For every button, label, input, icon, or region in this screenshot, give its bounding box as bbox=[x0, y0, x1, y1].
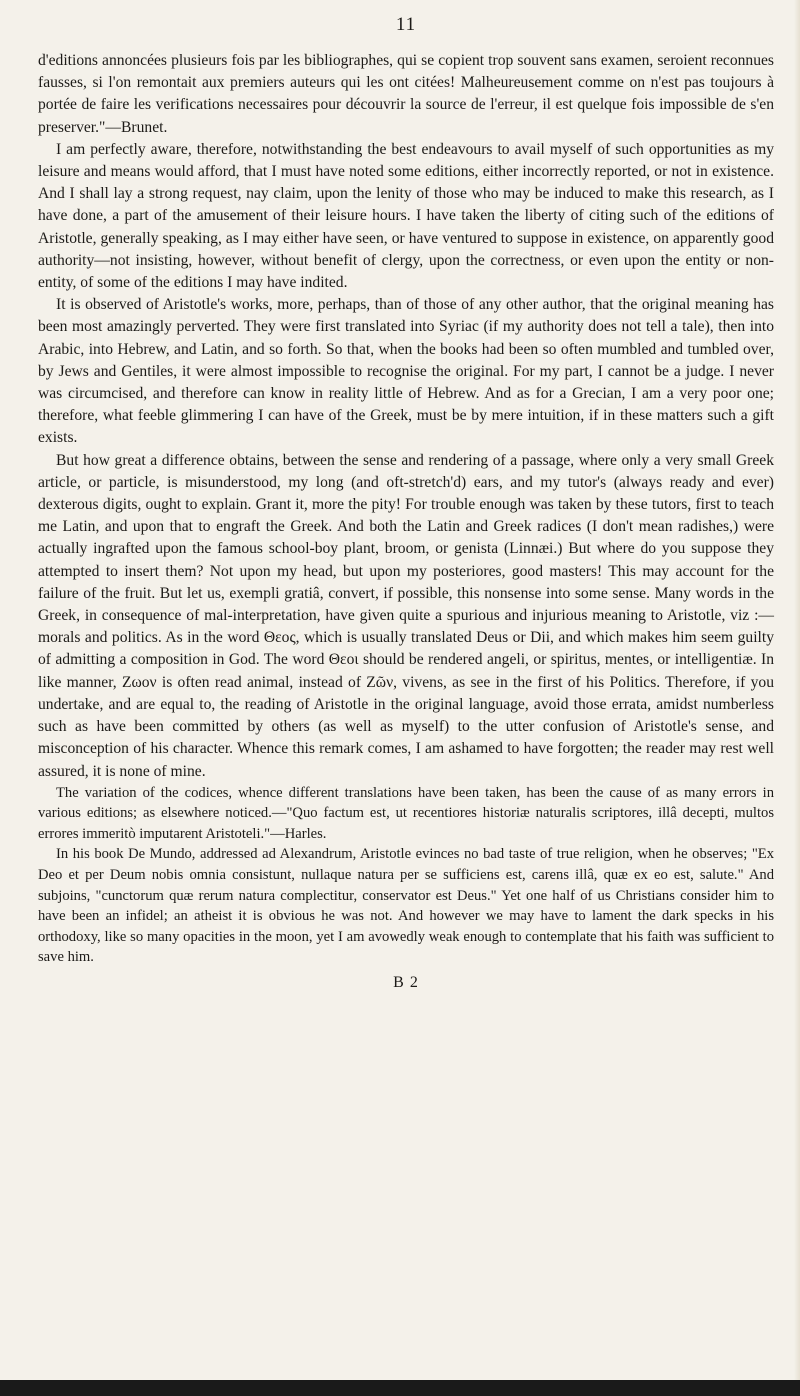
paragraph-de-mundo: In his book De Mundo, addressed ad Alexandrum, Aristotle evinces no bad taste of true religion, when he observes; "Ex Deo et per Deum nobis omnia consistunt, nullaque natura per se sufficiens est, carens illâ, quæ ex eo est, salute." And subjoins, "cunctorum quæ rerum natura complectitur, conservator est Deus." Yet one half of us Christians consider him to have been an infidel; an atheist it is obvious he was not. And however we may have to lament the dark specks in his orthodoxy, like so many opacities in the moon, yet I am avowedly weak enough to contemplate that his faith was sufficient to save him. bbox=[38, 846, 774, 966]
printer-signature: B 2 bbox=[393, 974, 419, 992]
book-page bbox=[38, 14, 774, 1374]
page-number: 11 bbox=[395, 14, 417, 35]
scan-bottom-border bbox=[0, 1380, 800, 1396]
paragraph-codices: The variation of the codices, whence different translations have been taken, has been the cause of as many errors in various editions; as elsewhere noticed.—"Quo factum est, ut recentiores historiæ naturalis scriptores, illâ decepti, multos errores immeritò imputarent Aristoteli."—Harles. bbox=[38, 784, 774, 842]
paragraph-greek-particles: But how great a difference obtains, between the sense and rendering of a passage, where only a very small Greek article, or particle, is misunderstood, my long (and oft-stretch'd) ears, and my tutor's (always ready and ever) dexterous digits, ought to explain. Grant it, more the pity! For trouble enough was taken by these tutors, first to teach me Latin, and upon that to engraft the Greek. And both the Latin and Greek radices (I don't mean radishes,) were actually ingrafted upon the famous school-boy plant, broom, or genista (Linnæi.) But where do you suppose they attempted to insert them? Not upon my head, but upon my posteriores, good masters! This may account for the failure of the fruit. But let us, exempli gratiâ, convert, if possible, this nonsense into some sense. Many words in the Greek, in consequence of mal-interpretation, have given quite a spurious and injurious meaning to Aristotle, viz :—morals and politics. As in the word Θεος, which is usually translated Deus or Dii, and which makes him seem guilty of admitting a composition in God. The word Θεοι should be rendered angeli, or spiritus, mentes, or intelligentiæ. In like manner, Ζωον is often read animal, instead of Ζῶν, vivens, as see in the first of his Politics. Therefore, if you undertake, and are equal to, the reading of Aristotle in the original language, avoid those errata, amidst numberless such as have been committed by others (as well as myself) to the utter confusion of Aristotle's sense, and misconception of his character. Whence this remark comes, I am ashamed to have forgotten; the reader may rest well assured, it is none of mine. bbox=[38, 451, 774, 780]
page-edge-shadow bbox=[794, 0, 800, 1396]
paragraph-brunet-quote: d'editions annoncées plusieurs fois par les bibliographes, qui se copient trop souvent sans examen, seroient reconnues fausses, si l'on remontait aux premiers auteurs qui les ont citées! Malheureusement comme on n'est pas toujours à portée de faire les verifications necessaires pour découvrir la source de l'erreur, il est quelque fois impossible de s'en preserver."—Brunet. bbox=[38, 52, 774, 136]
paragraph-editions: I am perfectly aware, therefore, notwithstanding the best endeavours to avail myself of such opportunities as my leisure and means would afford, that I must have noted some editions, either incorrectly reported, or not in existence. And I shall lay a strong request, nay claim, upon the lenity of those who may be induced to make this research, as I have done, a part of the amusement of their leisure hours. I have taken the liberty of citing such of the editions of Aristotle, generally speaking, as I may either have seen, or have ventured to suppose in existence, on apparently good authority—not insisting, however, without benefit of clergy, upon the correctness, or even upon the entity or non-entity, of some of the editions I may have indited. bbox=[38, 140, 774, 292]
paragraph-translations: It is observed of Aristotle's works, more, perhaps, than of those of any other author, that the original meaning has been most amazingly perverted. They were first translated into Syriac (if my authority does not tell a tale), then into Arabic, into Hebrew, and Latin, and so forth. So that, when the books had been so often mumbled and tumbled over, by Jews and Gentiles, it were almost impossible to recognise the original. For my part, I cannot be a judge. I never was circumcised, and therefore can know in reality little of Hebrew. And as for a Grecian, I am a very poor one; therefore, what feeble glimmering I can have of the Greek, must be by mere intuition, if in these matters such a gift exists. bbox=[38, 296, 774, 447]
